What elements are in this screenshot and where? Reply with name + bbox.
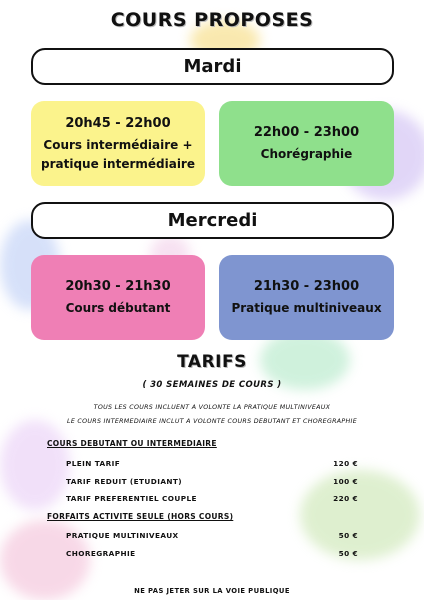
tarifs-note: LE COURS INTERMEDIAIRE INCLUT A VOLONTE COURS DEBUTANT ET CHOREGRAPHIE [67, 418, 357, 425]
price-value: 100 € [333, 477, 358, 486]
price-value: 220 € [333, 494, 358, 503]
price-label: TARIF REDUIT (ETUDIANT) [66, 477, 182, 486]
course-label: Chorégraphie [260, 147, 353, 161]
paint-splash-decoration [0, 420, 70, 510]
price-value: 50 € [338, 531, 358, 540]
course-label: Cours intermédiaire + pratique intermédiaire [41, 137, 195, 171]
price-label: CHOREGRAPHIE [66, 549, 136, 558]
section-heading: COURS DEBUTANT OU INTERMEDIAIRE [47, 439, 217, 448]
day-header-mardi: Mardi [31, 48, 394, 85]
course-time: 22h00 - 23h00 [253, 125, 360, 140]
day-header-mercredi: Mercredi [31, 202, 394, 239]
course-time: 21h30 - 23h00 [253, 279, 360, 294]
price-row [66, 459, 358, 468]
footer-note: NE PAS JETER SUR LA VOIE PUBLIQUE [134, 587, 290, 595]
price-row [66, 531, 358, 540]
course-card-mardi-2 [219, 101, 394, 186]
course-card-mercredi-1 [31, 255, 205, 340]
course-time: 20h30 - 21h30 [65, 279, 171, 294]
course-card-mercredi-2 [219, 255, 394, 340]
course-label: Cours débutant [65, 301, 171, 315]
tarifs-title: TARIFS [177, 352, 247, 372]
section-heading: FORFAITS ACTIVITE SEULE (HORS COURS) [47, 512, 234, 521]
price-row [66, 494, 358, 503]
price-value: 50 € [338, 549, 358, 558]
price-label: PLEIN TARIF [66, 459, 121, 468]
weeks-note: ( 30 SEMAINES DE COURS ) [142, 380, 282, 390]
course-card-mardi-1 [31, 101, 205, 186]
price-label: TARIF PREFERENTIEL COUPLE [66, 494, 197, 503]
price-row [66, 549, 358, 558]
course-time: 20h45 - 22h00 [65, 115, 171, 131]
page-title: COURS PROPOSES [110, 9, 314, 31]
price-value: 120 € [333, 459, 358, 468]
price-row [66, 477, 358, 486]
course-label: Pratique multiniveaux [231, 301, 382, 315]
price-label: PRATIQUE MULTINIVEAUX [66, 531, 179, 540]
tarifs-note: TOUS LES COURS INCLUENT A VOLONTE LA PRATIQUE MULTINIVEAUX [93, 404, 331, 411]
